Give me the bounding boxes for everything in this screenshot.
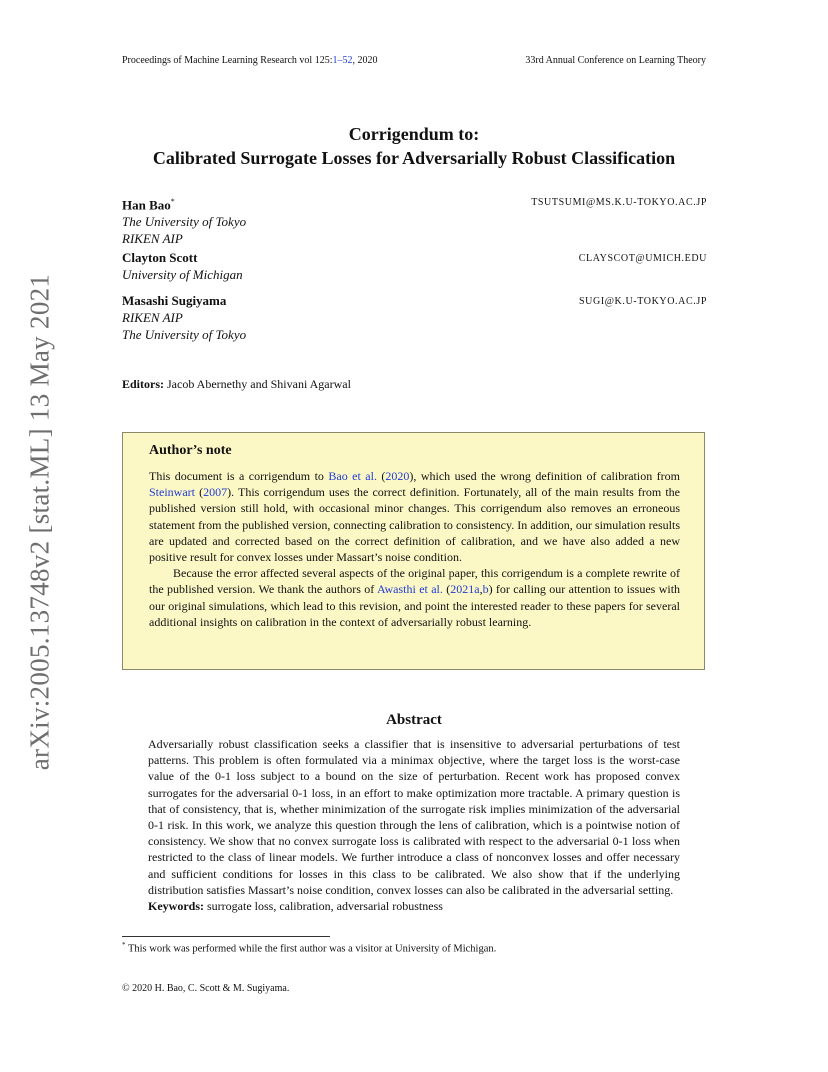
title-line-2: Calibrated Surrogate Losses for Adversarially Robust Classification bbox=[152, 148, 676, 168]
paper-title bbox=[0, 122, 828, 170]
arxiv-stamp: arXiv:2005.13748v2 [stat.ML] 13 May 2021 bbox=[24, 273, 55, 771]
keywords-line bbox=[148, 898, 680, 914]
author-affiliation: University of Michigan bbox=[122, 267, 243, 282]
author-name: Masashi Sugiyama bbox=[122, 293, 227, 308]
authors-note-body bbox=[149, 468, 680, 630]
footnote-text: This work was performed while the first author was a visitor at University of Michigan. bbox=[127, 943, 497, 955]
keywords: surrogate loss, calibration, adversarial robustness bbox=[207, 899, 443, 914]
cite-awasthi-2021b-link[interactable]: b bbox=[482, 582, 489, 597]
author-affiliation: RIKEN AIP bbox=[122, 231, 183, 247]
abstract-text: Adversarially robust classification seeks a classifier that is insensitive to adversarial perturbations of test patterns. This problem is often formulated via a minimax objective, where the target loss is the worst-case value of the 0-1 loss subject to a bound on the size of perturbation. Recent work has proposed convex surrogates for the adversarial 0-1 loss, in an effort to make optimization more tractable. A primary question is that of consistency, that is, whether minimization of the surrogate risk implies minimization of the adversarial 0-1 risk. In this work, we analyze this question through the lens of calibration, which is a pointwise notion of consistency. We show that no convex surrogate loss is calibrated with respect to the adversarial 0-1 loss when restricted to the class of linear models. We further introduce a class of nonconvex losses and offer necessary and sufficient conditions for losses in this class to be calibrated. We also show that if the underlying distribution satisfies Massart’s noise condition, convex losses can also be calibrated in the adversarial setting. bbox=[148, 737, 680, 897]
author-affiliation: The University of Tokyo bbox=[122, 327, 247, 342]
author-masashi-sugiyama bbox=[122, 292, 707, 343]
editors-line bbox=[122, 377, 351, 392]
author-han-bao bbox=[122, 193, 707, 247]
author-email: SUGI@K.U-TOKYO.AC.JP bbox=[579, 296, 707, 307]
author-email: CLAYSCOT@UMICH.EDU bbox=[578, 253, 707, 264]
footnote-rule bbox=[122, 936, 330, 937]
cite-steinwart-year-link[interactable]: 2007 bbox=[203, 485, 228, 500]
page-range-link[interactable]: 1–52 bbox=[332, 55, 353, 66]
footnote-mark: * bbox=[122, 941, 126, 949]
running-header-left: Proceedings of Machine Learning Research vol 125:1–52, 2020 bbox=[122, 55, 378, 66]
author-name: Clayton Scott bbox=[122, 250, 198, 265]
author-email: TSUTSUMI@MS.K.U-TOKYO.AC.JP bbox=[531, 197, 707, 208]
abstract-body bbox=[148, 736, 680, 914]
authors-note-box bbox=[122, 432, 705, 670]
author-affiliation: RIKEN AIP bbox=[122, 310, 183, 325]
editors-label: Editors: bbox=[122, 377, 164, 391]
authors-note-paragraph-2: Because the error affected several aspects of the original paper, this corrigendum is a complete rewrite of the published version. We thank the authors of Awasthi et al. (2021a,b) for calling our attention to issues with our original simulations, which lead to this revision, and point the interested reader to these papers for several additional insights on calibration in the context of adversarially robust learning. bbox=[149, 566, 681, 629]
keywords-label: Keywords: bbox=[148, 899, 204, 914]
footnote-mark: * bbox=[170, 197, 175, 206]
authors-note-paragraph-1: This document is a corrigendum to Bao et al. (2020), which used the wrong definition of calibration from Steinwart (2007). This corrigendum uses the correct definition. Fortunately, all of the main results from the published version still hold, with occasional minor changes. This corrigendum also removes an erroneous statement from the published version, connecting calibration to consistency. In addition, our simulation results are updated and corrected based on the correct definition of calibration, and we have also added a new positive result for convex losses under Massart’s noise condition. bbox=[149, 469, 680, 565]
author-affiliation: The University of Tokyo bbox=[122, 214, 247, 230]
running-header-right: 33rd Annual Conference on Learning Theory bbox=[525, 55, 706, 66]
cite-steinwart-link[interactable]: Steinwart bbox=[149, 485, 195, 500]
footnote bbox=[122, 941, 496, 955]
author-clayton-scott bbox=[122, 249, 707, 283]
editors-names: Jacob Abernethy and Shivani Agarwal bbox=[167, 377, 351, 391]
cite-awasthi-2021a-link[interactable]: 2021a bbox=[450, 582, 480, 597]
abstract-heading: Abstract bbox=[386, 712, 442, 728]
cite-bao-year-link[interactable]: 2020 bbox=[385, 469, 410, 483]
cite-awasthi-link[interactable]: Awasthi et al. bbox=[376, 582, 443, 597]
author-name: Han Bao bbox=[122, 197, 171, 213]
authors-note-heading: Author’s note bbox=[149, 443, 232, 458]
copyright-notice: © 2020 H. Bao, C. Scott & M. Sugiyama. bbox=[122, 983, 290, 994]
cite-bao-link[interactable]: Bao et al. bbox=[328, 469, 377, 483]
title-line-1: Corrigendum to: bbox=[348, 124, 480, 144]
